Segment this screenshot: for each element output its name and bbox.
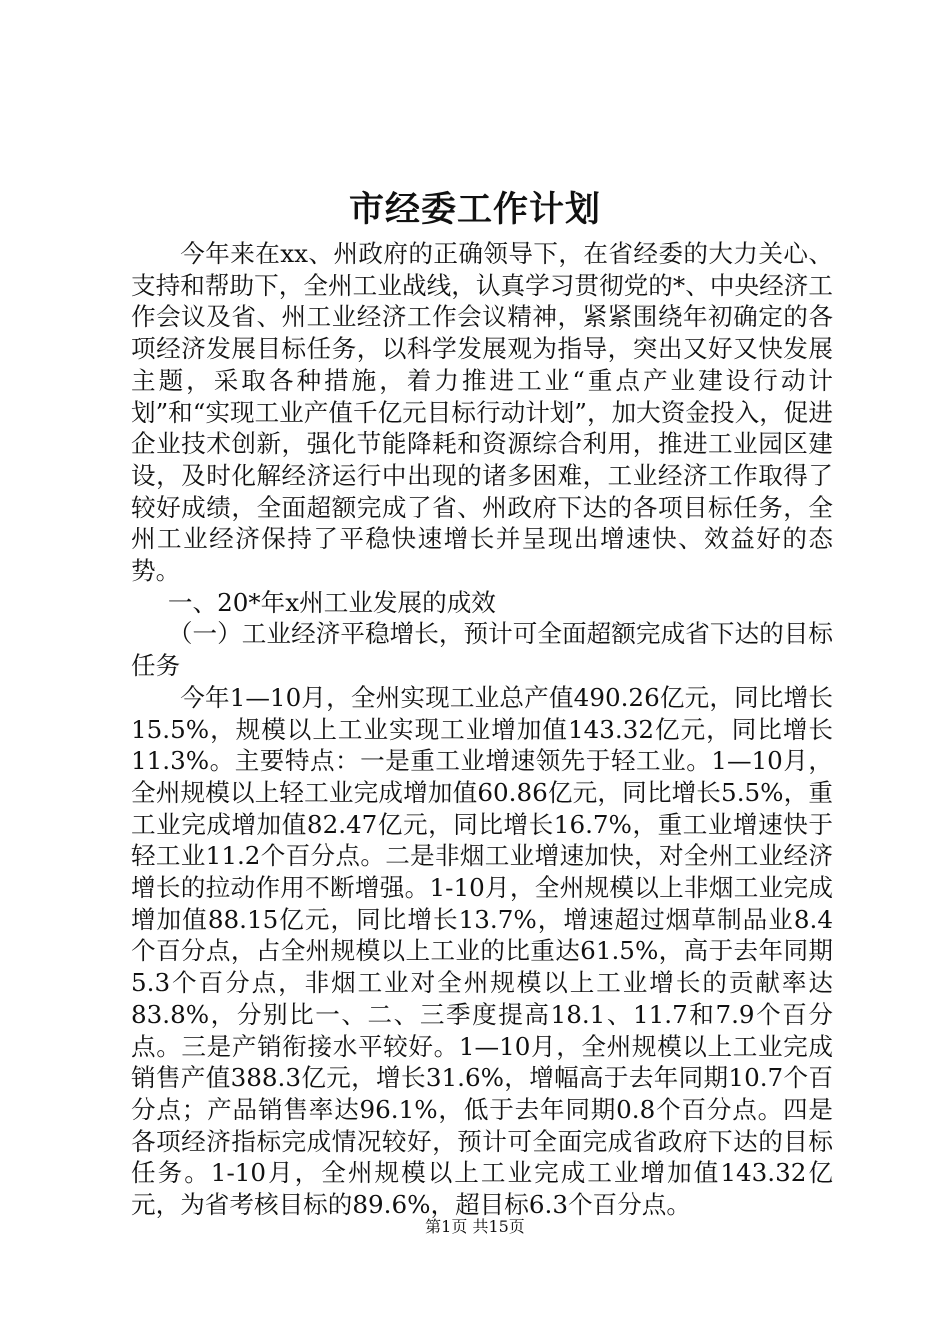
subsection-heading: （一）工业经济平稳增长，预计可全面超额完成省下达的目标任务 (131, 619, 833, 681)
document-title: 市经委工作计划 (348, 189, 601, 230)
intro-paragraph: 今年来在xx、州政府的正确领导下，在省经委的大力关心、支持和帮助下，全州工业战线，认真学习贯彻党的*、中央经济工作会议及省、州工业经济工作会议精神，紧紧围绕年初确定的各项经济发展目标任务，以科学发展观为指导，突出又好又快发展主题，采取各种措施，着力推进工业“重点产业建设行动计划”和“实现工业产值千亿元目标行动计划”，加大资金投入，促进企业技术创新，强化节能降耗和资源综合利用，推进工业园区建设，及时化解经济运行中出现的诸多困难，工业经济工作取得了较好成绩，全面超额完成了省、州政府下达的各项目标任务，全州工业经济保持了平稳快速增长并呈现出增速快、效益好的态势。 (131, 239, 833, 586)
body-paragraph: 今年1—10月，全州实现工业总产值490.26亿元，同比增长15.5%，规模以上工业实现工业增加值143.32亿元，同比增长11.3%。主要特点：一是重工业增速领先于轻工业。1—10月，全州规模以上轻工业完成增加值60.86亿元，同比增长5.5%，重工业完成增加值82.47亿元，同比增长16.7%，重工业增速快于轻工业11.2个百分点。二是非烟工业增速加快，对全州工业经济增长的拉动作用不断增强。1-10月，全州规模以上非烟工业完成增加值88.15亿元，同比增长13.7%，增速超过烟草制品业8.4个百分点，占全州规模以上工业的比重达61.5%，高于去年同期5.3个百分点，非烟工业对全州规模以上工业增长的贡献率达83.8%，分别比一、二、三季度提高18.1、11.7和7.9个百分点。三是产销衔接水平较好。1—10月，全州规模以上工业完成销售产值388.3亿元，增长31.6%，增幅高于去年同期10.7个百分点；产品销售率达96.1%，低于去年同期0.8个百分点。四是各项经济指标完成情况较好，预计可全面完成省政府下达的目标任务。1-10月，全州规模以上工业完成工业增加值143.32亿元，为省考核目标的89.6%，超目标6.3个百分点。 (131, 682, 833, 1220)
section-heading: 一、20*年x州工业发展的成效 (167, 587, 496, 617)
document-body (131, 238, 833, 1221)
page-footer: 第1页 共15页 (425, 1217, 525, 1236)
